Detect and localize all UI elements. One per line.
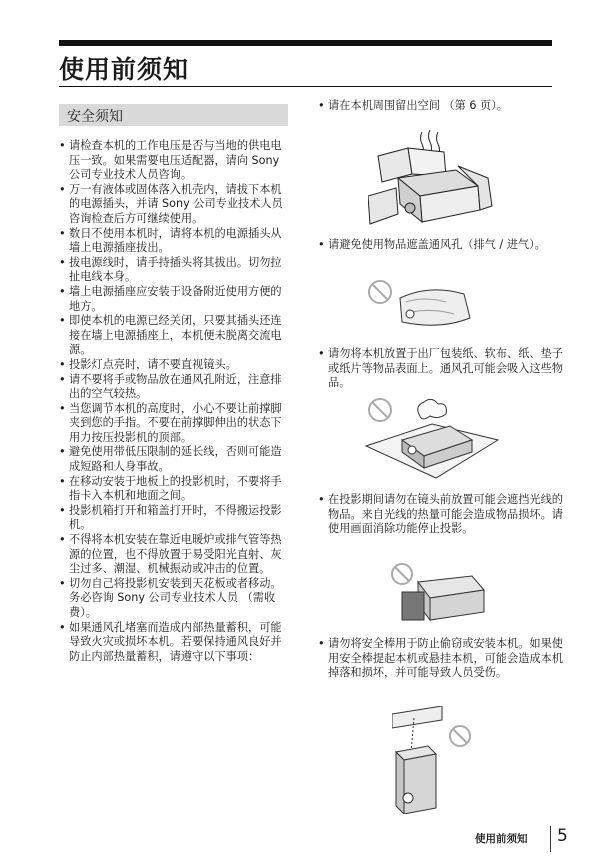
- prohibition-icon: [392, 564, 412, 584]
- list-item: • 投影灯点亮时，请不要直视镜头。: [59, 358, 292, 373]
- list-item: • 在投影期间请勿在镜头前放置可能会遮挡光线的物品。来自光线的热量可能会造成物品损坏。请使用画面消除功能停止投影。: [318, 493, 563, 537]
- projector-on-paper-illustration: [362, 396, 502, 484]
- page-number: 5: [557, 826, 568, 846]
- prohibition-icon: [369, 399, 391, 421]
- title-top-bar: [59, 40, 552, 46]
- list-item: • 数日不使用本机时，请将本机的电源插头从墙上电源插座拔出。: [59, 227, 292, 256]
- list-item: • 不得将本机安装在靠近电暖炉或排气管等热源的位置，也不得放置于易受阳光直射、灰尘过多、潮湿、机械振动或冲击的位置。: [59, 533, 292, 577]
- footer-rule: [550, 826, 551, 852]
- list-item: • 切勿自己将投影机安装到天花板或者移动。务必咨询 Sony 公司专业技术人员 （需收费）。: [59, 577, 292, 621]
- covered-vent-illustration: [366, 278, 476, 338]
- list-item: • 如果通风孔堵塞而造成内部热量蓄积，可能导致火灾或损坏本机。若要保持通风良好并防止内部热量蓄积，请遵守以下事项：: [59, 621, 292, 665]
- list-item: • 墙上电源插座应安装于设备附近使用方便的地方。: [59, 285, 292, 314]
- safety-list-left: [59, 139, 292, 664]
- footer-label: 使用前须知: [475, 833, 528, 845]
- section-heading: 安全须知: [67, 109, 123, 125]
- list-item: • 拔电源线时，请手持插头将其拔出。切勿拉扯电线本身。: [59, 256, 292, 285]
- prohibition-icon: [369, 281, 391, 303]
- list-item: • 请勿将安全棒用于防止偷窃或安装本机。如果使用安全棒提起本机或悬挂本机，可能会造成本机掉落和损坏，并可能导致人员受伤。: [318, 637, 563, 681]
- prohibition-icon: [450, 726, 470, 746]
- title-rule: [59, 86, 552, 87]
- projector-clearance-illustration: [368, 126, 498, 232]
- security-bar-illustration: [392, 706, 482, 814]
- list-item: • 即使本机的电源已经关闭，只要其插头还连接在墙上电源插座上，本机便未脱离交流电源。: [59, 314, 292, 358]
- list-item: • 万一有液体或固体落入机壳内，请拔下本机的电源插头，并请 Sony 公司专业技术人员咨询检查后方可继续使用。: [59, 183, 292, 227]
- list-item: • 请在本机周围留出空间 （第 6 页）。: [318, 99, 563, 114]
- list-item: • 请避免使用物品遮盖通风孔（排气 / 进气）。: [318, 238, 563, 253]
- list-item: • 当您调节本机的高度时，小心不要让前撑脚夹到您的手指。不要在前撑脚伸出的状态下用力按压投影机的顶部。: [59, 402, 292, 446]
- list-item: • 请不要将手或物品放在通风孔附近，注意排出的空气较热。: [59, 373, 292, 402]
- list-item: • 避免使用带低压限制的延长线，否则可能造成短路和人身事故。: [59, 445, 292, 474]
- list-item: • 请勿将本机放置于出厂包装纸、软布、纸、垫子或纸片等物品表面上。通风孔可能会吸入这些物品。: [318, 347, 563, 391]
- list-item: • 请检查本机的工作电压是否与当地的供电电压一致。如果需要电压适配器，请向 Sony 公司专业技术人员咨询。: [59, 139, 292, 183]
- page-title: 使用前须知: [59, 55, 190, 84]
- blocked-lens-illustration: [388, 562, 488, 628]
- list-item: • 投影机箱打开和箱盖打开时，不得搬运投影机。: [59, 504, 292, 533]
- list-item: • 在移动安装于地板上的投影机时，不要将手指卡入本机和地面之间。: [59, 475, 292, 504]
- section-heading-box: [59, 104, 288, 126]
